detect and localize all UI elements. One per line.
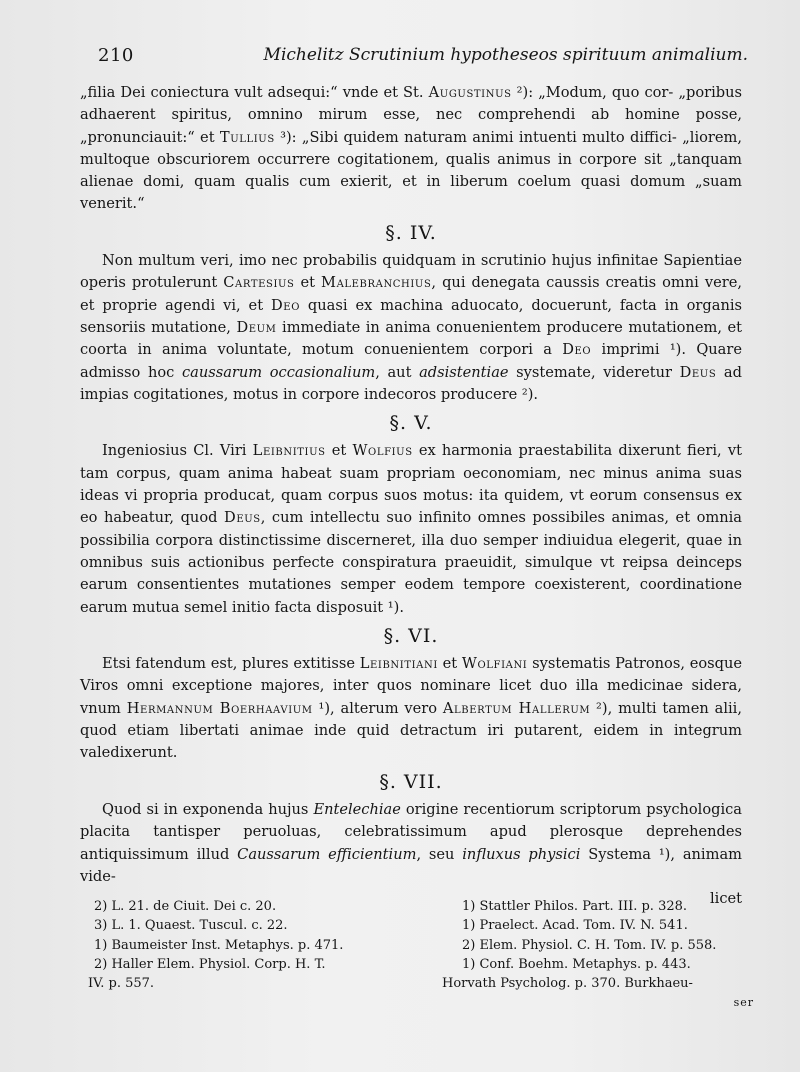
text-run: ²), multi tamen alii, quod etiam libertati animae inde quid detractum iri putarent, eidem in integrum valedixerunt. [80, 699, 742, 762]
text-run: „liorem, multoque obscuriorem occurrere cogitationem, qualis animus in corpore sit [80, 128, 742, 168]
paragraph-vi [80, 653, 742, 764]
text-run: ad impias cogitationes, motus in corpore indecoros producere ²). [80, 363, 742, 403]
author-name: Leibnitius [252, 442, 326, 460]
author-name: Wolfius [352, 442, 413, 460]
text-run: ²): „Modum, quo cor- [511, 84, 674, 101]
footnotes-left-column [94, 897, 414, 974]
page-header [98, 45, 748, 75]
section-heading-vii: §. VII. [379, 770, 443, 793]
text-run: „filia Dei coniectura vult adsequi:“ vnde et St. [80, 84, 429, 101]
emphasized-word: Deo [271, 296, 300, 314]
text-run: systematis Patronos, eosque Viros omni exceptione majores, inter quos nominare licet duo illa medicinae sidera, vnum [80, 655, 743, 717]
author-name: Hermannum Boerhaavium [126, 699, 313, 717]
footnote: 1) Conf. Boehm. Metaphys. p. 443. [462, 956, 691, 972]
text-run: „tanquam alienae domi, quam qualis cum exierit, et in liberum coelum quasi domum [80, 150, 743, 191]
paragraph-vii [80, 799, 742, 888]
footnote: 3) L. 1. Quaest. Tuscul. c. 22. [94, 918, 288, 934]
emphasized-word: Deo [562, 341, 592, 359]
text-run: immediate in anima conuenientem producere mutationem, et coorta in anima voluntate, motum conuenientem corpori a [80, 318, 742, 359]
text-run: et [437, 655, 462, 673]
catchword: ser [733, 996, 754, 1009]
text-run: Non multum veri, imo nec probabilis quidquam in scrutinio hujus infinitae Sapientiae operis protulerunt [80, 252, 742, 292]
page-number: 210 [98, 45, 134, 66]
text-run: ¹), alterum vero [312, 699, 443, 717]
footnote: 2) Elem. Physiol. C. H. Tom. IV. p. 558. [462, 937, 717, 953]
footnote: 1) Stattler Philos. Part. III. p. 328. [462, 899, 688, 914]
text-run: Systema ¹), animam vide- [80, 845, 742, 885]
author-name: Wolfiani [461, 655, 528, 673]
italic-term: influxus physici [462, 845, 581, 863]
text-run: , seu [416, 845, 463, 863]
author-name: Cartesius [223, 274, 295, 292]
author-name: Albertum Hallerum [442, 699, 591, 717]
text-run: Etsi fatendum est, plures extitisse [102, 655, 360, 673]
text-run: , qui denegata caussis creatis omni vere, et proprie agendi vi, et [80, 274, 742, 314]
footnote: 1) Baumeister Inst. Metaphys. p. 471. [94, 937, 344, 953]
author-name: Malebranchius [321, 274, 432, 292]
paragraph-v [80, 440, 742, 618]
text-run: , cum intellectu suo infinito omnes possibiles animas, et omnia possibilia corpora distinctissime discerneret, illa duo semper indiuidua elegerit, quae in omnibus suis actionibus perfecte conspiratura praeuidit, simulque vt reipsa deinceps earum consentientes mutationes semper eodem tempore coexisterent, coordinatione earum mutua semel initio facta disposuit ¹). [80, 509, 743, 616]
author-name: Augustinus [428, 84, 512, 101]
paragraph-quotes [80, 82, 742, 216]
text-run: „pronunciauit:“ et [80, 128, 220, 146]
text-run: imprimi ¹). Quare admisso hoc [80, 341, 742, 381]
italic-term: caussarum occasionalium [181, 363, 376, 381]
text-run: „suam venerit.“ [80, 173, 743, 213]
running-title: Michelitz Scrutinium hypotheseos spirituum animalium. [263, 45, 748, 65]
catch-line: licet [709, 890, 742, 908]
emphasized-word: Deus [679, 363, 717, 381]
body-text [80, 82, 742, 910]
text-run: Ingeniosius Cl. Viri [102, 442, 253, 460]
text-run: ex harmonia praestabilita dixerunt fieri, vt tam corpus, quam anima habeat suam propriam oeconomiam, nec minus anima suas ideas vi propria producat, quam corpus suos motus: ita quidem, vt eorum consensus ex eo habeatur, quod [80, 442, 742, 527]
footnote: 2) L. 21. de Ciuit. Dei c. 20. [94, 899, 277, 914]
text-run: et [325, 442, 353, 460]
emphasized-word: Deum [236, 318, 277, 336]
text-run: , aut [375, 363, 420, 381]
italic-term: Entelechiae [313, 800, 401, 818]
text-run: quasi ex machina aduocato, docuerunt, facta in organis sensoriis mutatione, [80, 296, 743, 336]
text-run: systemate, videretur [508, 363, 680, 381]
italic-term: Caussarum efficientium [237, 845, 417, 863]
text-run: „poribus adhaerent spiritus, omnino mirum esse, nec comprehendi ab homine posse, [80, 84, 743, 124]
author-name: Leibnitiani [359, 655, 438, 673]
paragraph-iv [80, 250, 742, 406]
section-heading-vi: §. VI. [383, 624, 439, 647]
text-run: origine recentiorum scriptorum psychologica placita tantisper peruoluas, celebratissimum apud plerosque deprehendes antiquissimum illud [80, 800, 743, 863]
footnote: 2) Haller Elem. Physiol. Corp. H. T. [94, 956, 326, 972]
text-run: Quod si in exponenda hujus [102, 800, 314, 818]
emphasized-word: Deus [224, 509, 261, 527]
author-name: Tullius [219, 128, 275, 146]
text-run: et [294, 274, 322, 292]
text-run: ³): „Sibi quidem naturam animi intuenti multo diffici- [274, 128, 677, 146]
footnote-continuation: IV. p. 557. [88, 976, 155, 991]
footnote-continuation: Horvath Psycholog. p. 370. Burkhaeu- [442, 976, 693, 991]
italic-term: adsistentiae [419, 363, 509, 381]
section-heading-v: §. V. [389, 412, 433, 435]
footnotes-right-column [462, 897, 758, 974]
section-heading-iv: §. IV. [385, 221, 437, 244]
footnote: 1) Praelect. Acad. Tom. IV. N. 541. [462, 918, 688, 934]
